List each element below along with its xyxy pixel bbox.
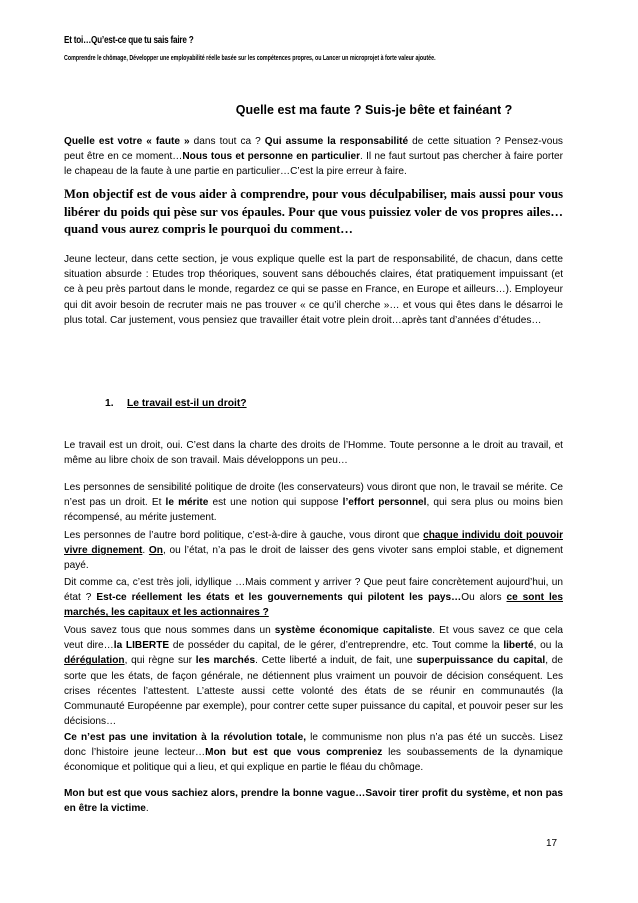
text: . Cette liberté a induit, de fait, une xyxy=(255,655,417,667)
bold-text: Est-ce réellement les états et les gouvernements qui pilotent les pays… xyxy=(96,592,462,604)
paragraph-state-question xyxy=(64,575,563,621)
text: le communisme non plus n’a pas été un succès. Lisez donc l’histoire jeune lecteur… xyxy=(64,732,564,759)
bold-text: Mon but est que vous sachiez alors, prendre la bonne vague…Savoir tirer profit du système, et non pas en être la victime xyxy=(64,788,563,815)
bold-text: Qui assume la responsabilité xyxy=(264,136,409,147)
text: est une notion qui suppose xyxy=(208,497,343,509)
text: . xyxy=(145,803,149,815)
paragraph-goal xyxy=(64,786,563,816)
bold-text: les marchés xyxy=(195,655,256,667)
paragraph-objective: Mon objectif est de vous aider à comprendre, pour vous déculpabiliser, mais aussi pour vous libérer du poids qui pèse sur vos épaules. Pour que vous puissiez voler de vos propres ailes…quand vous aurez compris le pourquoi du comment… xyxy=(64,187,563,236)
text: les soubassements de la dynamique économique et politique qui a lieu, et qui explique en partie le fléau du chômage. xyxy=(64,747,563,774)
text: , de sorte que les états, de façon générale, ne détiennent plus vraiment un pouvoir de décision conséquent. Les crises récentes l’attestent. L’atteste aussi cette volonté des états de se réunir en communautés (la Communauté Européenne par exemple), pour contrer cette super puissance du capital, et pouvoir peser sur les décisions… xyxy=(64,655,563,728)
bold-underlined-text: dérégulation xyxy=(64,655,125,667)
text: dans tout ca ? xyxy=(189,136,265,147)
section-heading xyxy=(105,398,247,409)
bold-underlined-text: chaque individu doit pouvoir vivre dignement xyxy=(64,530,563,557)
header-title: Et toi…Qu’est-ce que tu sais faire ? xyxy=(64,34,194,46)
text: Les personnes de sensibilité politique de droite (les conservateurs) vous diront que non, le travail se mérite. Ce n’est pas un droit. Et xyxy=(64,482,563,509)
bold-underlined-text: ce sont les marchés, les capitaux et les actionnaires ? xyxy=(64,592,563,619)
bold-text: Nous tous et personne en particulier xyxy=(182,151,361,163)
text: . Il ne faut surtout pas chercher à faire porter le chapeau de la faute à une partie en particulier…C’est la pire erreur à faire. xyxy=(64,151,563,178)
text: de posséder du capital, de le gérer, d’entreprendre, etc. Tout comme la xyxy=(169,640,504,652)
page-heading: Quelle est ma faute ? Suis-je bête et fainéant ? xyxy=(235,103,513,117)
bold-text: Quelle est votre « faute » xyxy=(64,136,190,147)
paragraph-responsibility xyxy=(64,134,563,180)
text: Les personnes de l’autre bord politique, c’est-à-dire à gauche, vous diront que xyxy=(64,530,424,541)
paragraph-revolution xyxy=(64,730,563,776)
bold-text: la LIBERTE xyxy=(113,640,170,652)
text: , ou la xyxy=(533,640,563,652)
header-subtitle: Comprendre le chômage, Développer une employabilité réelle basée sur les compétences propres, ou Lancer un microprojet à forte valeur ajoutée. xyxy=(64,53,436,62)
section-number: 1. xyxy=(105,398,114,409)
bold-text: superpuissance du capital xyxy=(416,655,546,667)
paragraph-capitalism xyxy=(64,623,563,729)
text: , ou l’état, n’a pas le droit de laisser des gens vivoter sans emploi stable, et dignement payé. xyxy=(64,545,563,572)
bold-text: Ce n’est pas une invitation à la révolution totale, xyxy=(64,732,306,743)
paragraph-right-wing xyxy=(64,480,563,526)
text: , qui règne sur xyxy=(124,655,196,667)
bold-text: le mérite xyxy=(165,497,209,509)
bold-underlined-text: On xyxy=(148,545,163,557)
text: . xyxy=(142,545,149,557)
section-title: Le travail est-il un droit? xyxy=(127,398,247,409)
bold-text: l’effort personnel xyxy=(342,497,427,509)
paragraph-left-wing xyxy=(64,528,563,574)
text: . Et vous savez ce que cela veut dire… xyxy=(64,625,563,652)
bold-text: liberté xyxy=(503,640,534,652)
text: Dit comme ca, c’est très joli, idyllique …Mais comment y arriver ? Que peut faire concrètement aujourd’hui, un état ? xyxy=(64,577,563,604)
paragraph-intro: Jeune lecteur, dans cette section, je vous explique quelle est la part de responsabilité, de chacun, dans cette situation absurde : Etudes trop théoriques, souvent sans débouchés claires, état pratiquement impuissant (et ce à peu près partout dans le monde, regardez ce qui se passe en France, en Europe et ailleurs…). Employeur qui dit avoir besoin de recruter mais ne pas trouver « ce qu’il cherche »… et vous qui êtes dans le désarroi le plus total. Car justement, vous pensiez que travailler était votre plein droit…après tant d’années d’études… xyxy=(64,254,563,326)
paragraph-right-to-work: Le travail est un droit, oui. C’est dans la charte des droits de l’Homme. Toute personne a le droit au travail, et même au libre choix de son travail. Mais développons un peu… xyxy=(64,440,563,467)
bold-text: système économique capitaliste xyxy=(274,625,433,636)
text: , qui sera plus ou moins bien récompensé, au mérite justement. xyxy=(64,497,563,524)
text: Vous savez tous que nous sommes dans un xyxy=(64,625,275,636)
page-number: 17 xyxy=(546,838,558,849)
text: Ou alors xyxy=(461,592,507,604)
text: de cette situation ? Pensez-vous peut être en ce moment… xyxy=(64,136,563,163)
bold-text: Mon but est que vous compreniez xyxy=(205,747,383,759)
